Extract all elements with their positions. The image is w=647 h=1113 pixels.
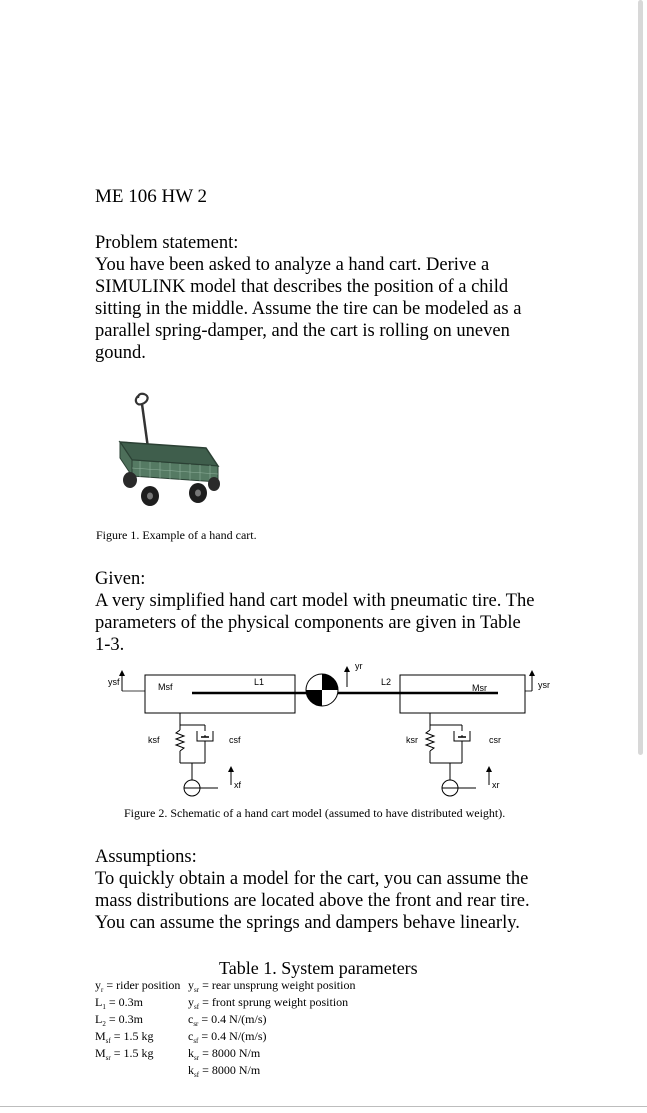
hand-cart-image	[110, 390, 230, 508]
given-line: parameters of the physical components are given in Table	[95, 613, 521, 633]
label-ksr: ksr	[406, 735, 418, 745]
param-row: $M_{sr} = 1.5$ kg	[95, 1046, 154, 1062]
param-row: $M_{sf} = 1.5$ kg	[95, 1029, 154, 1045]
label-ysf: ysf	[108, 677, 120, 687]
vertical-scrollbar[interactable]	[638, 0, 643, 755]
table1-title: Table 1. System parameters	[219, 958, 418, 978]
given-line: 1-3.	[95, 635, 125, 655]
label-msf: Msf	[158, 682, 173, 692]
param-row: $y_{sf}$ = front sprung weight position	[188, 995, 349, 1011]
problem-line: SIMULINK model that describes the position of a child	[95, 277, 509, 297]
page-divider	[0, 1106, 647, 1107]
label-yr: yr	[355, 661, 363, 671]
label-l1: L1	[254, 677, 265, 687]
given-line: A very simplified hand cart model with pneumatic tire. The	[95, 591, 535, 611]
center-of-mass-symbol	[306, 674, 338, 706]
front-suspension	[176, 713, 218, 796]
problem-heading: Problem statement:	[95, 233, 239, 253]
label-ksf: ksf	[148, 735, 160, 745]
label-msr: Msr	[472, 683, 487, 693]
given-heading: Given:	[95, 569, 146, 589]
param-row: $k_{sf} = 8000$ N/m	[188, 1063, 261, 1079]
label-csf: csf	[229, 735, 241, 745]
label-l2: L2	[381, 677, 392, 687]
cart-schematic	[100, 655, 560, 805]
param-row: $L_2 = 0.3m$	[95, 1012, 143, 1028]
problem-line: gound.	[95, 343, 146, 363]
figure1-caption: Figure 1. Example of a hand cart.	[96, 528, 257, 542]
problem-line: sitting in the middle. Assume the tire can be modeled as a	[95, 299, 522, 319]
param-row: $y_{sr}$ = rear unsprung weight position	[188, 978, 356, 994]
param-row: $y_r$ = rider position	[95, 978, 181, 994]
param-row: $k_{sr} = 8000$ N/m	[188, 1046, 261, 1062]
label-csr: csr	[489, 735, 501, 745]
assumptions-heading: Assumptions:	[95, 847, 197, 867]
param-row: $c_{sf} = 0.4$ N/(m/s)	[188, 1029, 267, 1045]
figure2-caption: Figure 2. Schematic of a hand cart model (assumed to have distributed weight).	[124, 806, 506, 820]
rear-suspension	[426, 713, 476, 796]
problem-line: You have been asked to analyze a hand cart. Derive a	[95, 255, 490, 275]
param-row: $c_{sr} = 0.4$ N/(m/s)	[188, 1012, 267, 1028]
assumptions-line: To quickly obtain a model for the cart, you can assume the	[95, 869, 529, 889]
label-ysr: ysr	[538, 680, 550, 690]
problem-line: parallel spring-damper, and the cart is rolling on uneven	[95, 321, 510, 341]
label-xr: xr	[492, 780, 500, 790]
param-row: $L_1 = 0.3m$	[95, 995, 143, 1011]
assumptions-line: mass distributions are located above the front and rear tire.	[95, 891, 530, 911]
label-xf: xf	[234, 780, 242, 790]
assumptions-line: You can assume the springs and dampers behave linearly.	[95, 913, 520, 933]
page-title: ME 106 HW 2	[95, 186, 208, 207]
